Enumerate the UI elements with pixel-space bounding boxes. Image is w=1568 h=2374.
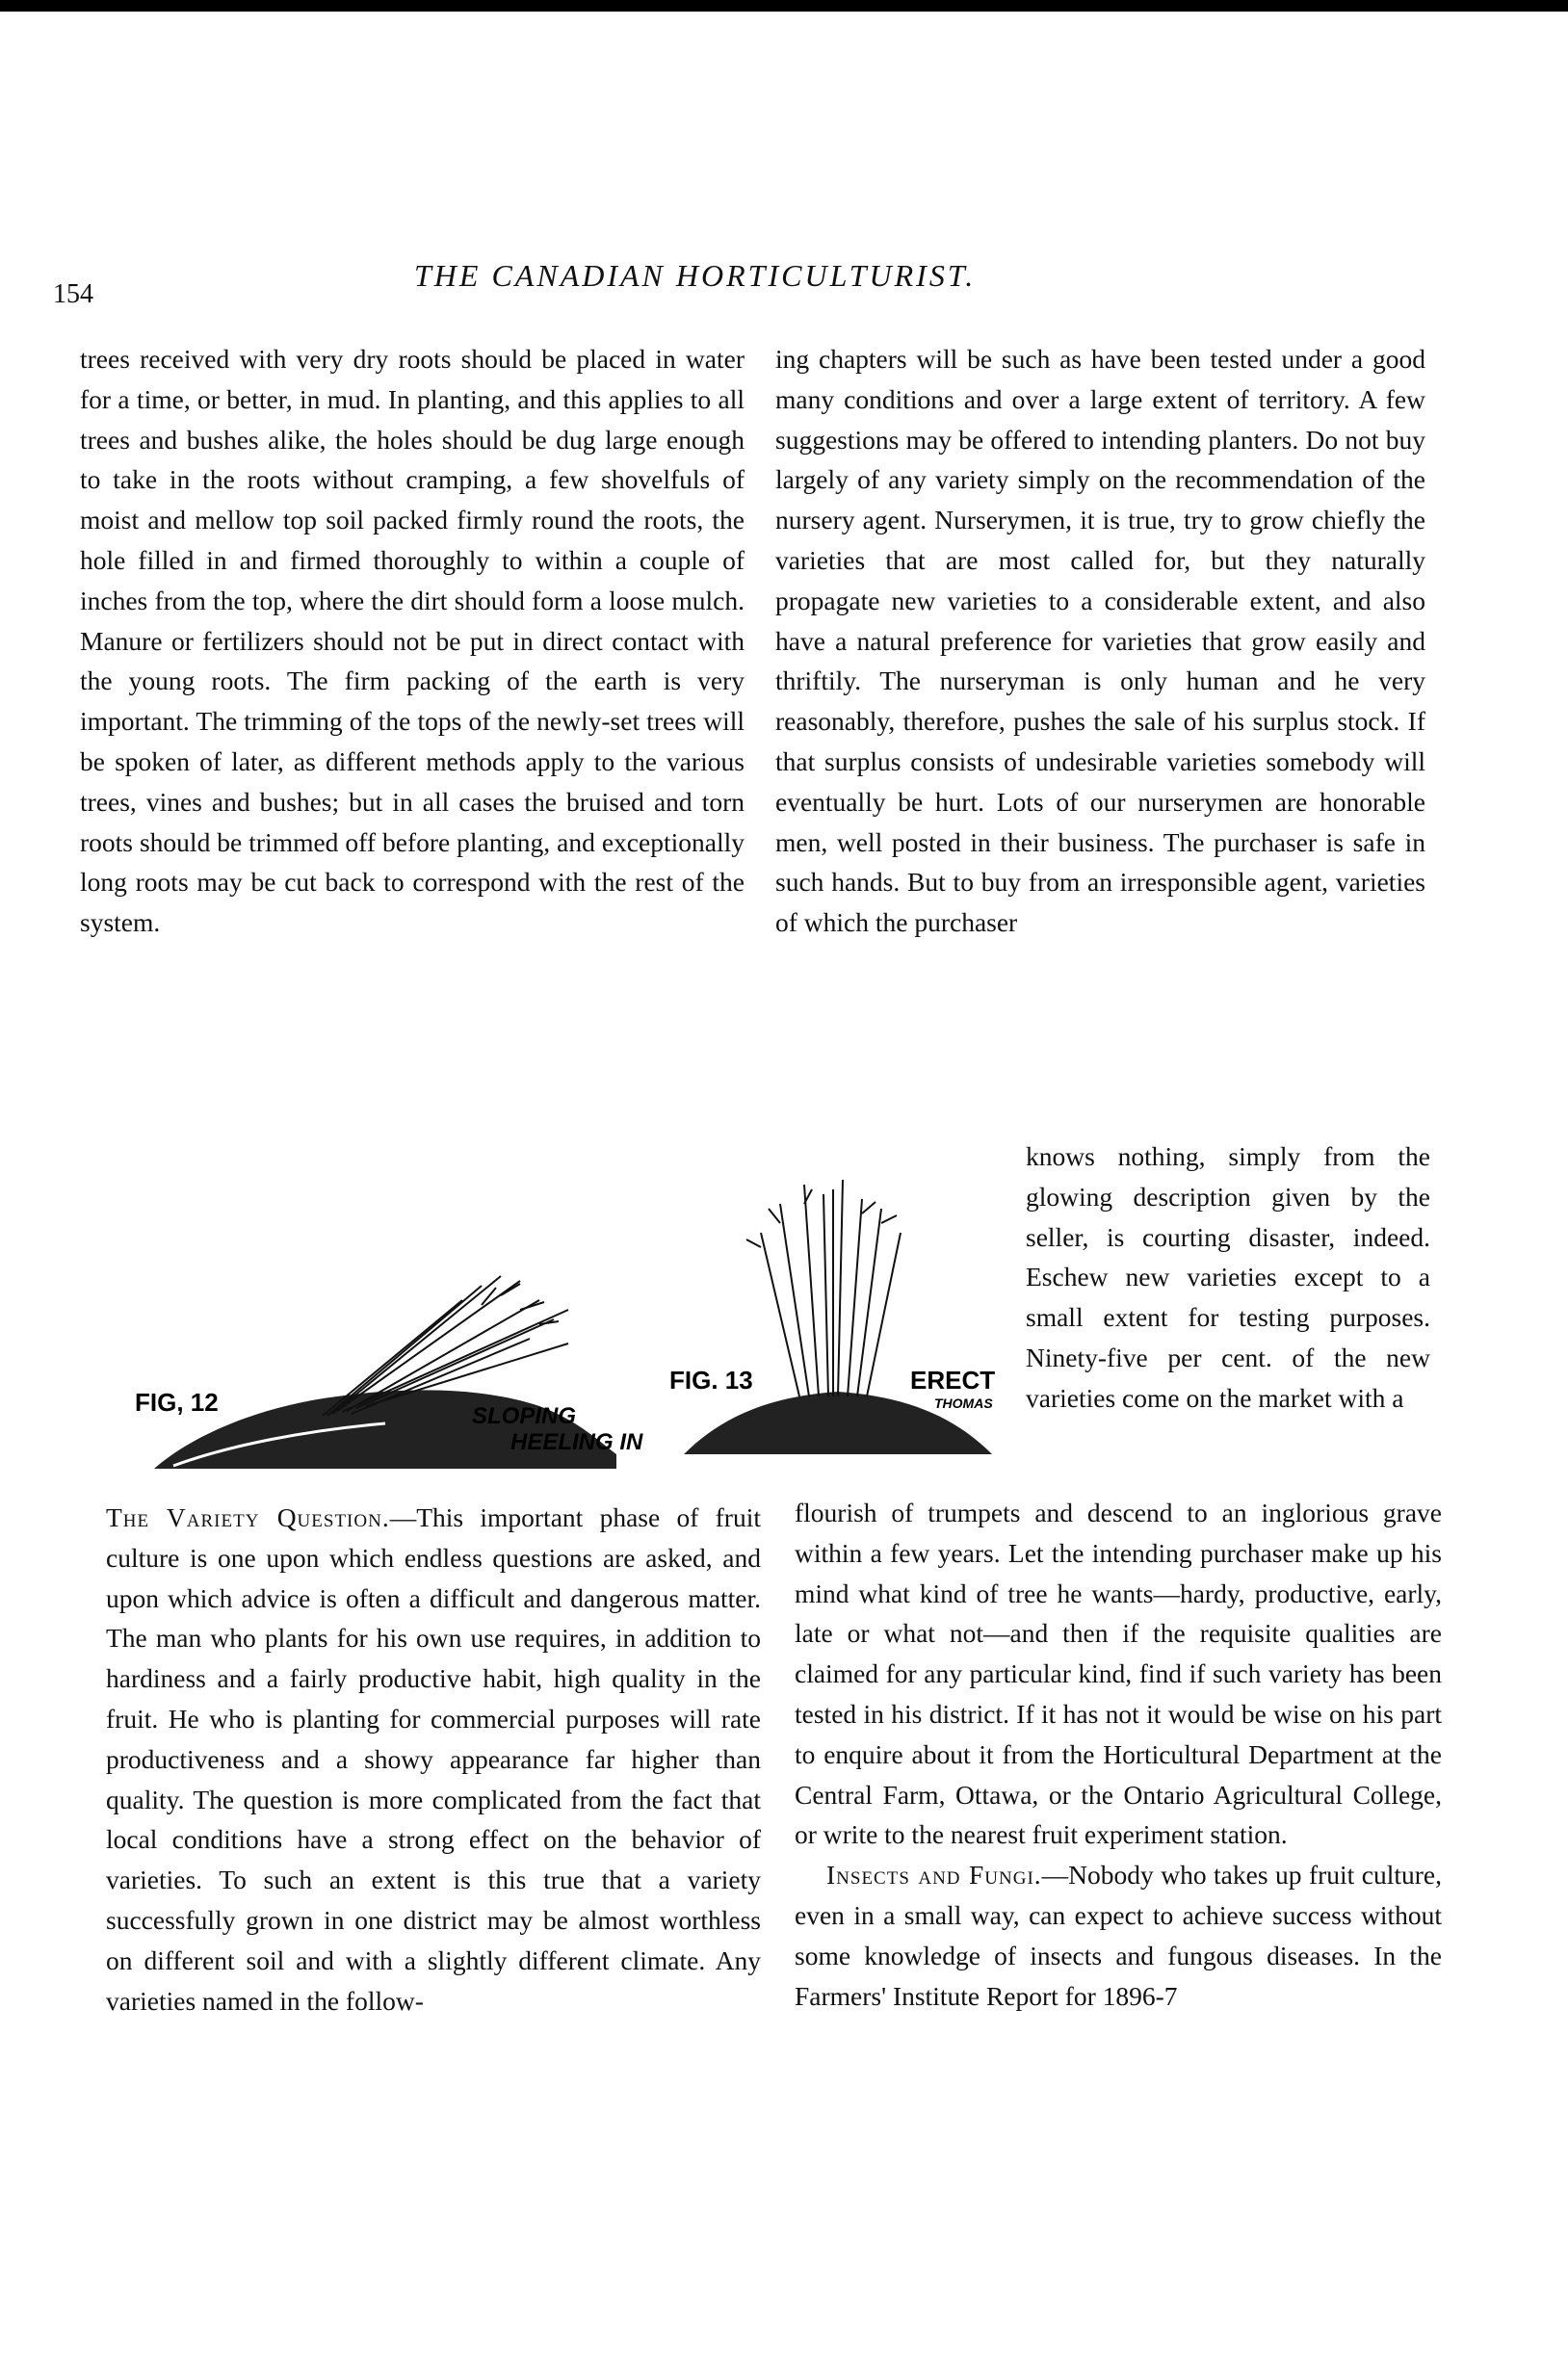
variety-question-body: —This important phase of fruit culture is one upon which endless questions are asked, and upon which advice is often a difficult and dangerous matter. The man who plants for his own use requires, in addition to hardiness and a fairly productive habit, high quality in the fruit. He who is planting for commercial purposes will rate productiveness and a showy appearance far higher than quality. The question is more complicated from the fact that local conditions have a strong effect on the behavior of varieties. To such an extent is this true that a variety successfully grown in one district may be almost worthless on different soil and with a slightly different climate. Any varieties named in the follow-: [106, 1502, 761, 2016]
figure-12-sloping-heeling-in: [116, 1252, 655, 1483]
fig13-credit: THOMAS: [934, 1396, 993, 1411]
paragraph-insects-fungi: [795, 1855, 1442, 2016]
paragraph-variety-question: [106, 1498, 761, 2021]
column-left-bottom: [106, 1498, 761, 2021]
section-heading-variety-question: The Variety Question.: [106, 1502, 390, 1532]
fig13-label: FIG. 13: [669, 1366, 753, 1395]
fig12-caption-heeling: HEELING IN: [510, 1429, 643, 1455]
figure-13-erect: [665, 1165, 1021, 1464]
running-title: THE CANADIAN HORTICULTURIST.: [414, 258, 977, 293]
erect-trees: [746, 1180, 901, 1396]
section-heading-insects-fungi: Insects and Fungi.: [826, 1860, 1042, 1891]
fig12-label: FIG, 12: [135, 1388, 219, 1417]
insects-fungi-body: —Nobody who takes up fruit culture, even in a small way, can expect to achieve success without some knowledge of insects and fungous diseases. In the Farmers' Institute Report for 1896-7: [795, 1860, 1442, 2011]
paragraph-new-varieties: knows nothing, simply from the glowing description given by the seller, is courting disaster, indeed. Eschew new varieties except to a small extent for testing purposes. Ninety-five per cent. of the new varieties come on the market with a: [1026, 1141, 1430, 1413]
figure-13-drawing: [665, 1165, 1021, 1464]
fig13-caption-erect: ERECT: [910, 1366, 996, 1395]
figure-12-drawing: [116, 1252, 655, 1483]
top-border: [0, 0, 1568, 12]
fig12-caption-sloping: SLOPING: [472, 1403, 577, 1429]
column-right-top: [775, 339, 1425, 943]
paragraph-planting: trees received with very dry roots should be placed in water for a time, or better, in mud. In planting, and this applies to all trees and bushes alike, the holes should be dug large enough to take in the roots without cramping, a few shovelfuls of moist and mellow top soil packed firmly round the roots, the hole filled in and firmed thoroughly to within a couple of inches from the top, where the dirt should form a loose mulch. Manure or fertilizers should not be put in direct contact with the young roots. The firm packing of the earth is very important. The trimming of the tops of the newly-set trees will be spoken of later, as different methods apply to the various trees, vines and bushes; but in all cases the bruised and torn roots should be trimmed off before planting, and exceptionally long roots may be cut back to correspond with the rest of the system.: [80, 344, 745, 938]
column-right-wrap: [1026, 1136, 1430, 1419]
paragraph-inglorious-grave: flourish of trumpets and descend to an inglorious grave within a few years. Let the intending purchaser make up his mind what kind of tree he wants—hardy, productive, early, late or what not—and then if the requisite qualities are claimed for any particular kind, find if such variety has been tested in his district. If it has not it would be wise on his part to enquire about it from the Horticultural Department at the Central Farm, Ottawa, or the Ontario Agricultural College, or write to the nearest fruit experiment station.: [795, 1498, 1442, 1850]
paragraph-nursery: ing chapters will be such as have been tested under a good many conditions and over a large extent of territory. A few suggestions may be offered to intending planters. Do not buy largely of any variety simply on the recommendation of the nursery agent. Nurserymen, it is true, try to grow chiefly the varieties that are most called for, but they naturally propagate new varieties to a considerable extent, and also have a natural preference for varieties that grow easily and thriftily. The nurseryman is only human and he very reasonably, therefore, pushes the sale of his surplus stock. If that surplus consists of undesirable varieties somebody will eventually be hurt. Lots of our nurserymen are honorable men, well posted in their business. The purchaser is safe in such hands. But to buy from an irresponsible agent, varieties of which the purchaser: [775, 344, 1425, 938]
page-number: 154: [53, 279, 93, 309]
column-right-bottom: [795, 1493, 1442, 2016]
column-left-top: [80, 339, 745, 943]
